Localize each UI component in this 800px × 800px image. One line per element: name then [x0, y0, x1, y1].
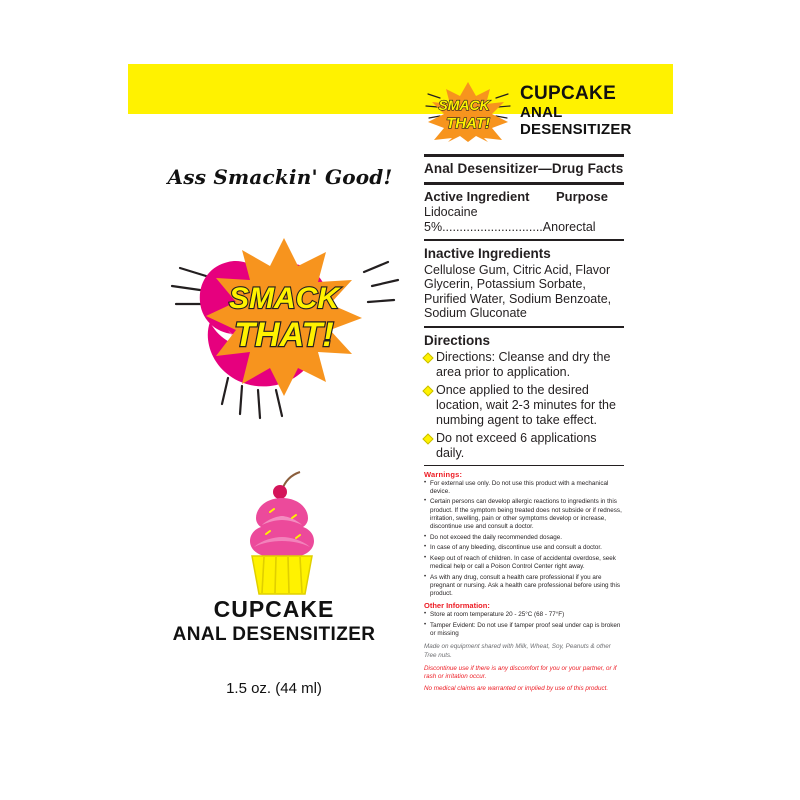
col-purpose: Purpose: [555, 189, 608, 204]
list-item: • Certain persons can develop allergic reactions to ingredients in this product. If the symptom being treated does not subside or if redness, irritation, swelling, pain or other symptoms develop or increase, discontinue use and consult a doctor.: [424, 498, 624, 531]
product-label: [128, 40, 673, 758]
list-item: [424, 383, 624, 428]
svg-text:SMACK: SMACK: [229, 282, 339, 315]
diamond-bullet-icon: [422, 385, 433, 396]
drug-facts-panel: [424, 78, 632, 693]
cupcake-illustration: [236, 468, 328, 598]
drug-facts-heading: Anal Desensitizer—Drug Facts: [424, 161, 624, 176]
logo-text-smack: [229, 282, 341, 315]
direction-text: Do not exceed 6 applications daily.: [436, 430, 597, 460]
list-item: • As with any drug, consult a health care professional if you are pregnant or nursing. Ask a health care professional before using this product.: [424, 574, 624, 599]
ingredient-columns: [424, 188, 624, 205]
other-information-title: Other Information:: [424, 601, 490, 611]
df-title-anal: ANAL: [520, 104, 563, 121]
net-volume: 1.5 oz. (44 ml): [226, 680, 322, 697]
list-item: • Do not exceed the daily recommended dosage.: [424, 534, 624, 542]
inactive-ingredients-body: Cellulose Gum, Citric Acid, Flavor Glycerin, Potassium Sorbate, Purified Water, Sodium Benzoate, Sodium Gluconate: [424, 262, 612, 320]
directions-list: [424, 350, 624, 461]
divider-5: [424, 465, 624, 466]
smack-that-logo-small: [424, 80, 512, 144]
df-title-desensitizer: DESENSITIZER: [520, 121, 632, 138]
divider-2: [424, 182, 624, 185]
df-title-cupcake: CUPCAKE: [520, 83, 617, 104]
warnings-title: Warnings:: [424, 469, 463, 479]
list-item: • For external use only. Do not use this product with a mechanical device.: [424, 480, 624, 496]
discontinue-footnote: Discontinue use if there is any discomfort for you or your partner, or if rash or irritation occur.: [424, 665, 617, 681]
tagline: Ass Smackin' Good!: [167, 165, 393, 189]
smack-that-logo: [166, 218, 406, 428]
claims-footnote: No medical claims are warranted or implied by use of this product.: [424, 684, 609, 692]
list-item: • Keep out of reach of children. In case of accidental overdose, seek medical help or call a Poison Control Center right away.: [424, 555, 624, 571]
active-ingredient-purpose: 5%.............................Anorectal: [424, 219, 596, 234]
svg-text:THAT!: THAT!: [446, 115, 490, 132]
other-information-list: [424, 611, 624, 638]
smack-that-logo-small-svg: [424, 80, 512, 144]
divider-1: [424, 154, 624, 157]
list-item: [424, 350, 624, 380]
list-item: • Store at room temperature 20 - 25°C (68 - 77°F): [424, 611, 624, 619]
col-active-ingredient: Active Ingredient: [424, 189, 530, 204]
inactive-ingredients-title: Inactive Ingredients: [424, 245, 551, 261]
allergen-footnote: Made on equipment shared with Milk, Wheat, Soy, Peanuts & other Tree nuts.: [424, 643, 611, 659]
directions-title: Directions: [424, 332, 491, 348]
brand-name: CUPCAKE: [213, 596, 335, 622]
drug-facts-header: [424, 78, 632, 150]
direction-text: Once applied to the desired location, wait 2-3 minutes for the numbing agent to take effect.: [436, 382, 616, 427]
drug-facts-title-block: [520, 84, 630, 138]
smack-that-logo-svg: [166, 218, 406, 428]
direction-text: Directions: Cleanse and dry the area prior to application.: [436, 349, 611, 379]
diamond-bullet-icon: [422, 433, 433, 444]
divider-4: [424, 326, 624, 328]
cupcake-svg: [236, 468, 328, 598]
logo-text-that: [234, 316, 333, 354]
svg-text:SMACK: SMACK: [438, 97, 490, 113]
brand-subtitle: ANAL DESENSITIZER: [172, 624, 376, 645]
label-front-panel: [128, 40, 420, 758]
divider-3: [424, 239, 624, 241]
diamond-bullet-icon: [422, 352, 433, 363]
warnings-list: [424, 480, 624, 599]
active-ingredient-name: Lidocaine: [424, 205, 478, 219]
svg-text:THAT!: THAT!: [234, 316, 334, 354]
list-item: • Tamper Evident: Do not use if tamper proof seal under cap is broken or missing: [424, 622, 624, 638]
list-item: [424, 431, 624, 461]
list-item: • In case of any bleeding, discontinue use and consult a doctor.: [424, 544, 624, 552]
